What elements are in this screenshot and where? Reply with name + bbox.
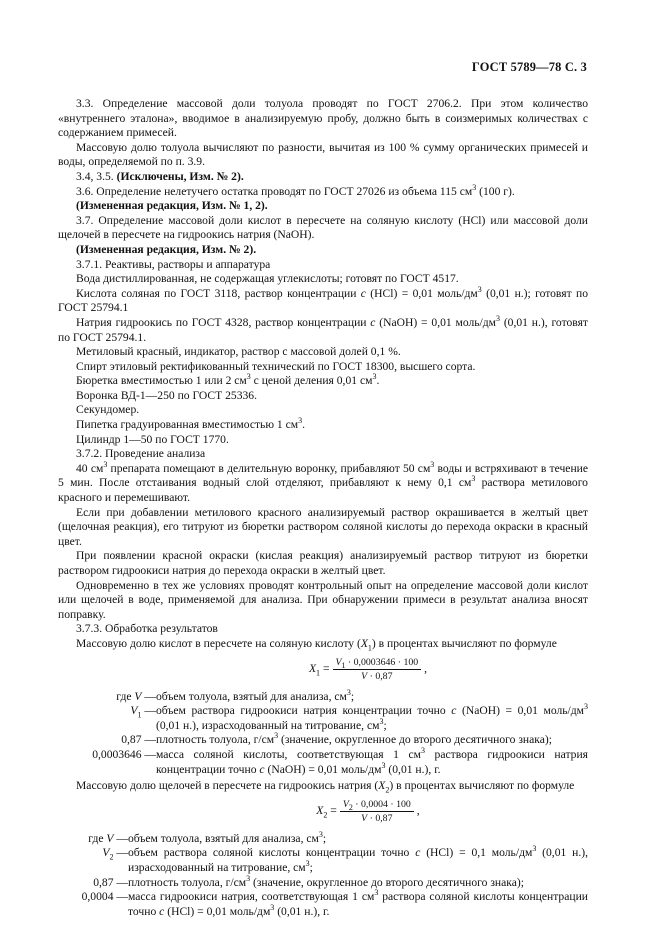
superscript: 3: [496, 314, 501, 324]
text-span: (HCl) = 0,01 моль/дм: [365, 286, 478, 300]
page-header: ГОСТ 5789—78 С. 3: [471, 60, 587, 74]
superscript: 3: [346, 687, 351, 697]
text-span: (0,01 н.), израсходованный на титрование, см: [156, 718, 380, 732]
symbol-x: X: [360, 636, 368, 650]
text-span: 0,0004: [81, 890, 114, 904]
superscript: 3: [246, 873, 251, 883]
formula-alkali: [58, 797, 588, 827]
subscript: 1: [137, 710, 142, 720]
text-span: (HCl) = 0,01 моль/дм: [164, 904, 271, 918]
text-span: .: [302, 418, 305, 432]
definitions-alkali: [58, 829, 589, 920]
text-span: раствора метилового красного и перемешивают.: [58, 476, 588, 505]
text-span: раствора соляной кислоты концентрации точно: [128, 890, 588, 918]
text-span: плотность толуола, г/см: [128, 875, 247, 889]
formula-lhs: [316, 804, 337, 819]
text-span: 0,87: [93, 875, 114, 889]
definition-row: [58, 748, 588, 777]
text-span: (0,01 н.); готовят по ГОСТ 25794.1: [58, 286, 588, 315]
dash: —: [113, 890, 128, 904]
subscript: 2: [109, 852, 114, 862]
text-span: объем раствора гидроокиси натрия концентрации точно: [156, 704, 452, 718]
apparatus-stopwatch: Секундомер.: [76, 403, 140, 417]
text-span: Бюретка вместимостью 1 или 2 см: [76, 374, 247, 388]
fraction-denominator: [361, 812, 392, 824]
definition-term: [58, 846, 128, 875]
text-span: · 0,87: [367, 671, 393, 683]
definition-row: [58, 733, 588, 748]
reagent-ethanol: Спирт этиловый ректификованный технический по ГОСТ 18300, высшего сорта.: [76, 359, 476, 373]
symbol-c: c: [451, 704, 457, 718]
text-span: · 0,0003646 · 100: [345, 657, 419, 669]
text-span: с ценой деления 0,01 см: [250, 374, 373, 388]
apparatus-pipette: [58, 418, 588, 433]
reagent-water: Вода дистиллированная, не содержащая углекислоты; готовят по ГОСТ 4517.: [76, 272, 459, 286]
superscript: 3: [274, 731, 279, 741]
text-span: препарата помещают в делительную воронку, прибавляют 50 см: [107, 461, 431, 475]
subscript: 1: [341, 661, 346, 671]
symbol-v: V: [361, 813, 368, 825]
reagent-methyl-red: Метиловый красный, индикатор, раствор с массовой долей 0,1 %.: [76, 345, 401, 359]
text-span: (значение, округленное до второго десятичного знака);: [250, 875, 524, 889]
procedure-step-3: При появлении красной окраски (кислая реакция) анализируемый раствор титруют из бюретки раствором гидроокиси натрия до перехода окраски в желтый цвет.: [58, 549, 588, 577]
text-span: ;: [383, 718, 387, 732]
definition-row: [58, 829, 588, 847]
text-span: (0,01 н.), израсходованный на титрование, см: [128, 846, 589, 874]
symbol-x: X: [316, 804, 324, 818]
superscript: 3: [477, 284, 482, 294]
symbol-c: c: [360, 286, 366, 300]
text-span: Натрия гидроокись по ГОСТ 4328, раствор концентрации: [76, 315, 371, 329]
symbol-v: V: [335, 657, 342, 669]
definition-text: [128, 890, 588, 919]
amendment-note-2: (Измененная редакция, Изм. № 2).: [76, 242, 257, 256]
subscript: 1: [367, 643, 372, 653]
text-span: воды и встряхивают в течение 5 мин. После отстаивания водный слой отделяют, прибавляют к нему 0,1 см: [58, 461, 588, 490]
paragraph-toluene-calc: Массовую долю толуола вычисляют по разности, вычитая из 100 % сумму органических примесей и воды, определяемой по п. 3.9.: [58, 140, 588, 169]
superscript: 3: [372, 372, 377, 382]
text-span: · 0,0004 · 100: [352, 799, 411, 811]
text-span: Кислота соляная по ГОСТ 3118, раствор концентрации: [76, 286, 361, 300]
text-span: Массовую долю щелочей в пересчете на гидроокись натрия (: [76, 779, 379, 793]
definition-term: [58, 690, 156, 705]
superscript: 3: [318, 829, 323, 839]
reagent-naoh: [58, 316, 588, 345]
definition-term: [58, 876, 128, 891]
superscript: 3: [270, 902, 275, 912]
text-span: масса гидроокиси натрия, соответствующая 1 см: [128, 890, 375, 904]
text-span: (NaOH) = 0,01 моль/дм: [264, 762, 382, 776]
subscript: 2: [385, 785, 390, 795]
superscript: 3: [246, 372, 251, 382]
symbol-v: V: [342, 799, 349, 811]
text-span: масса соляной кислоты, соответствующая 1 см: [156, 747, 421, 761]
text-span: где: [116, 689, 135, 703]
dash: —: [113, 831, 128, 845]
subscript: 2: [323, 810, 328, 820]
text-span: (NaOH) = 0,01 моль/дм: [456, 704, 584, 718]
formula-intro-1: [58, 637, 588, 652]
paragraph-3-3: 3.3. Определение массовой доли толуола проводят по ГОСТ 2706.2. При этом количество «внутреннего эталона», вводимое в анализируемую пробу, должно быть в соизмеримых количествах с содержанием примесей.: [58, 97, 588, 140]
procedure-step-2: Если при добавлении метилового красного анализируемый раствор окрашивается в желтый цвет (щелочная реакция), его титруют из бюретки раствором соляной кислоты до перехода окраски в красный цвет.: [58, 505, 588, 548]
paragraph-3-7: 3.7. Определение массовой доли кислот в пересчете на соляную кислоту (HCl) или массовой доли щелочей в пересчете на гидроокись натрия (NaOH).: [58, 213, 588, 242]
symbol-v: V: [130, 704, 138, 718]
definition-text: [128, 829, 588, 847]
procedure-step-4: Одновременно в тех же условиях проводят контрольный опыт на определение массовой доли кислот или щелочей в воде, применяемой для анализа. При обнаружении примеси в результат анализа вносят поправку.: [58, 578, 588, 621]
amendment-note-1: (Измененная редакция, Изм. № 1, 2).: [76, 199, 268, 213]
dash: —: [141, 747, 156, 761]
apparatus-cylinder: Цилиндр 1—50 по ГОСТ 1770.: [76, 432, 229, 446]
document-body: [58, 97, 588, 921]
text-span: · 0,87: [367, 813, 393, 825]
text-span: ;: [322, 831, 327, 845]
symbol-v: V: [134, 689, 142, 703]
dash: —: [113, 846, 128, 860]
text-span: ;: [309, 860, 313, 874]
text-span: 3.6. Определение нелетучего остатка проводят по ГОСТ 27026 из объема 115 см: [76, 184, 473, 198]
fraction-numerator: [340, 799, 414, 812]
text-span: где: [88, 831, 107, 845]
subscript: 1: [316, 668, 321, 678]
superscript: 3: [430, 459, 435, 469]
superscript: 3: [305, 859, 310, 869]
dash: —: [141, 733, 156, 747]
text-span: объем раствора соляной кислоты концентрации точно: [128, 846, 416, 860]
superscript: 3: [381, 760, 386, 770]
equals-sign: =: [322, 662, 330, 676]
subscript: 2: [348, 803, 353, 813]
text-span: (0,01 н.), г.: [274, 904, 330, 918]
superscript: 3: [532, 844, 537, 854]
fraction-denominator: [361, 670, 392, 682]
definition-text: [128, 873, 588, 891]
superscript: 3: [472, 182, 477, 192]
text-span: (значение, округленное до второго десятичного знака);: [278, 733, 552, 747]
symbol-v: V: [106, 831, 114, 845]
apparatus-burette: [58, 374, 588, 389]
superscript: 3: [103, 459, 108, 469]
paragraph-3-6: [58, 182, 588, 200]
text-span: (HCl) = 0,1 моль/дм: [420, 846, 533, 860]
definition-text: [156, 748, 588, 777]
text-span: ;: [350, 689, 355, 703]
paragraph-3-4-3-5: [58, 170, 588, 185]
dash: —: [141, 704, 156, 718]
definition-term: [58, 748, 156, 777]
text-span: раствора гидроокиси натрия концентрации точно: [156, 747, 588, 776]
formula-acid: [58, 655, 588, 685]
definition-term: [58, 704, 156, 733]
definition-text: [156, 733, 588, 748]
superscript: 3: [471, 474, 476, 484]
equals-sign: =: [330, 804, 337, 818]
definition-term: [58, 832, 128, 847]
paragraph-3-7-2: 3.7.2. Проведение анализа: [76, 447, 206, 461]
definition-text: [156, 687, 588, 705]
text-span: 0,87: [121, 733, 142, 747]
definition-row: [58, 687, 588, 705]
symbol-v: V: [102, 846, 110, 860]
superscript: 3: [584, 702, 588, 712]
dash: —: [113, 875, 128, 889]
definition-row: [58, 704, 588, 733]
formula-lhs: [309, 662, 330, 677]
clause-number: 3.4, 3.5.: [76, 169, 117, 183]
definition-text: [128, 846, 588, 875]
formula-comma: ,: [416, 804, 420, 818]
definition-term: [58, 890, 128, 919]
text-span: .: [376, 374, 380, 388]
procedure-step-1: [58, 459, 588, 506]
definition-text: [156, 704, 588, 733]
apparatus-funnel: Воронка ВД-1—250 по ГОСТ 25336.: [76, 388, 257, 402]
superscript: 3: [420, 746, 425, 756]
superscript: 3: [379, 716, 384, 726]
text-span: Пипетка градуированная вместимостью 1 см: [76, 418, 299, 432]
formula-intro-2: [58, 779, 588, 794]
fraction-numerator: [333, 657, 422, 670]
formula-fraction: [333, 657, 422, 682]
symbol-c: c: [370, 315, 376, 329]
symbol-x: X: [308, 662, 317, 676]
text-span: 0,0003646: [92, 747, 142, 761]
paragraph-3-7-1: 3.7.1. Реактивы, растворы и аппаратура: [76, 257, 271, 271]
text-span: ) в процентах вычисляют по формуле: [389, 779, 575, 793]
symbol-c: c: [159, 904, 165, 918]
text-span: Массовую долю кислот в пересчете на соляную кислоту (: [76, 636, 361, 650]
superscript: 3: [374, 888, 379, 898]
paragraph-3-7-3: 3.7.3. Обработка результатов: [76, 622, 218, 636]
formula-comma: ,: [424, 662, 428, 676]
definitions-acid: [58, 687, 588, 778]
symbol-c: c: [415, 846, 421, 860]
dash: —: [141, 689, 156, 703]
symbol-v: V: [361, 671, 368, 683]
text-span: 40 см: [76, 461, 104, 475]
excluded-note: (Исключены, Изм. № 2).: [116, 169, 244, 183]
text-span: плотность толуола, г/см: [156, 733, 275, 747]
symbol-x: X: [378, 779, 386, 793]
definition-row: [58, 873, 588, 891]
formula-fraction: [340, 799, 414, 824]
definition-row: [58, 890, 588, 919]
text-span: объем толуола, взятый для анализа, см: [128, 831, 319, 845]
definition-term: [58, 733, 156, 748]
text-span: (0,01 н.), готовят по ГОСТ 25794.1.: [58, 315, 588, 344]
symbol-c: c: [259, 762, 265, 776]
text-span: объем толуола, взятый для анализа, см: [156, 689, 347, 703]
definition-row: [58, 846, 588, 875]
reagent-hcl: [58, 284, 588, 316]
superscript: 3: [298, 416, 303, 426]
text-span: ) в процентах вычисляют по формуле: [371, 636, 557, 650]
text-span: (NaOH) = 0,01 моль/дм: [375, 315, 497, 329]
text-span: (0,01 н.), г.: [385, 762, 441, 776]
text-span: (100 г).: [476, 184, 515, 198]
